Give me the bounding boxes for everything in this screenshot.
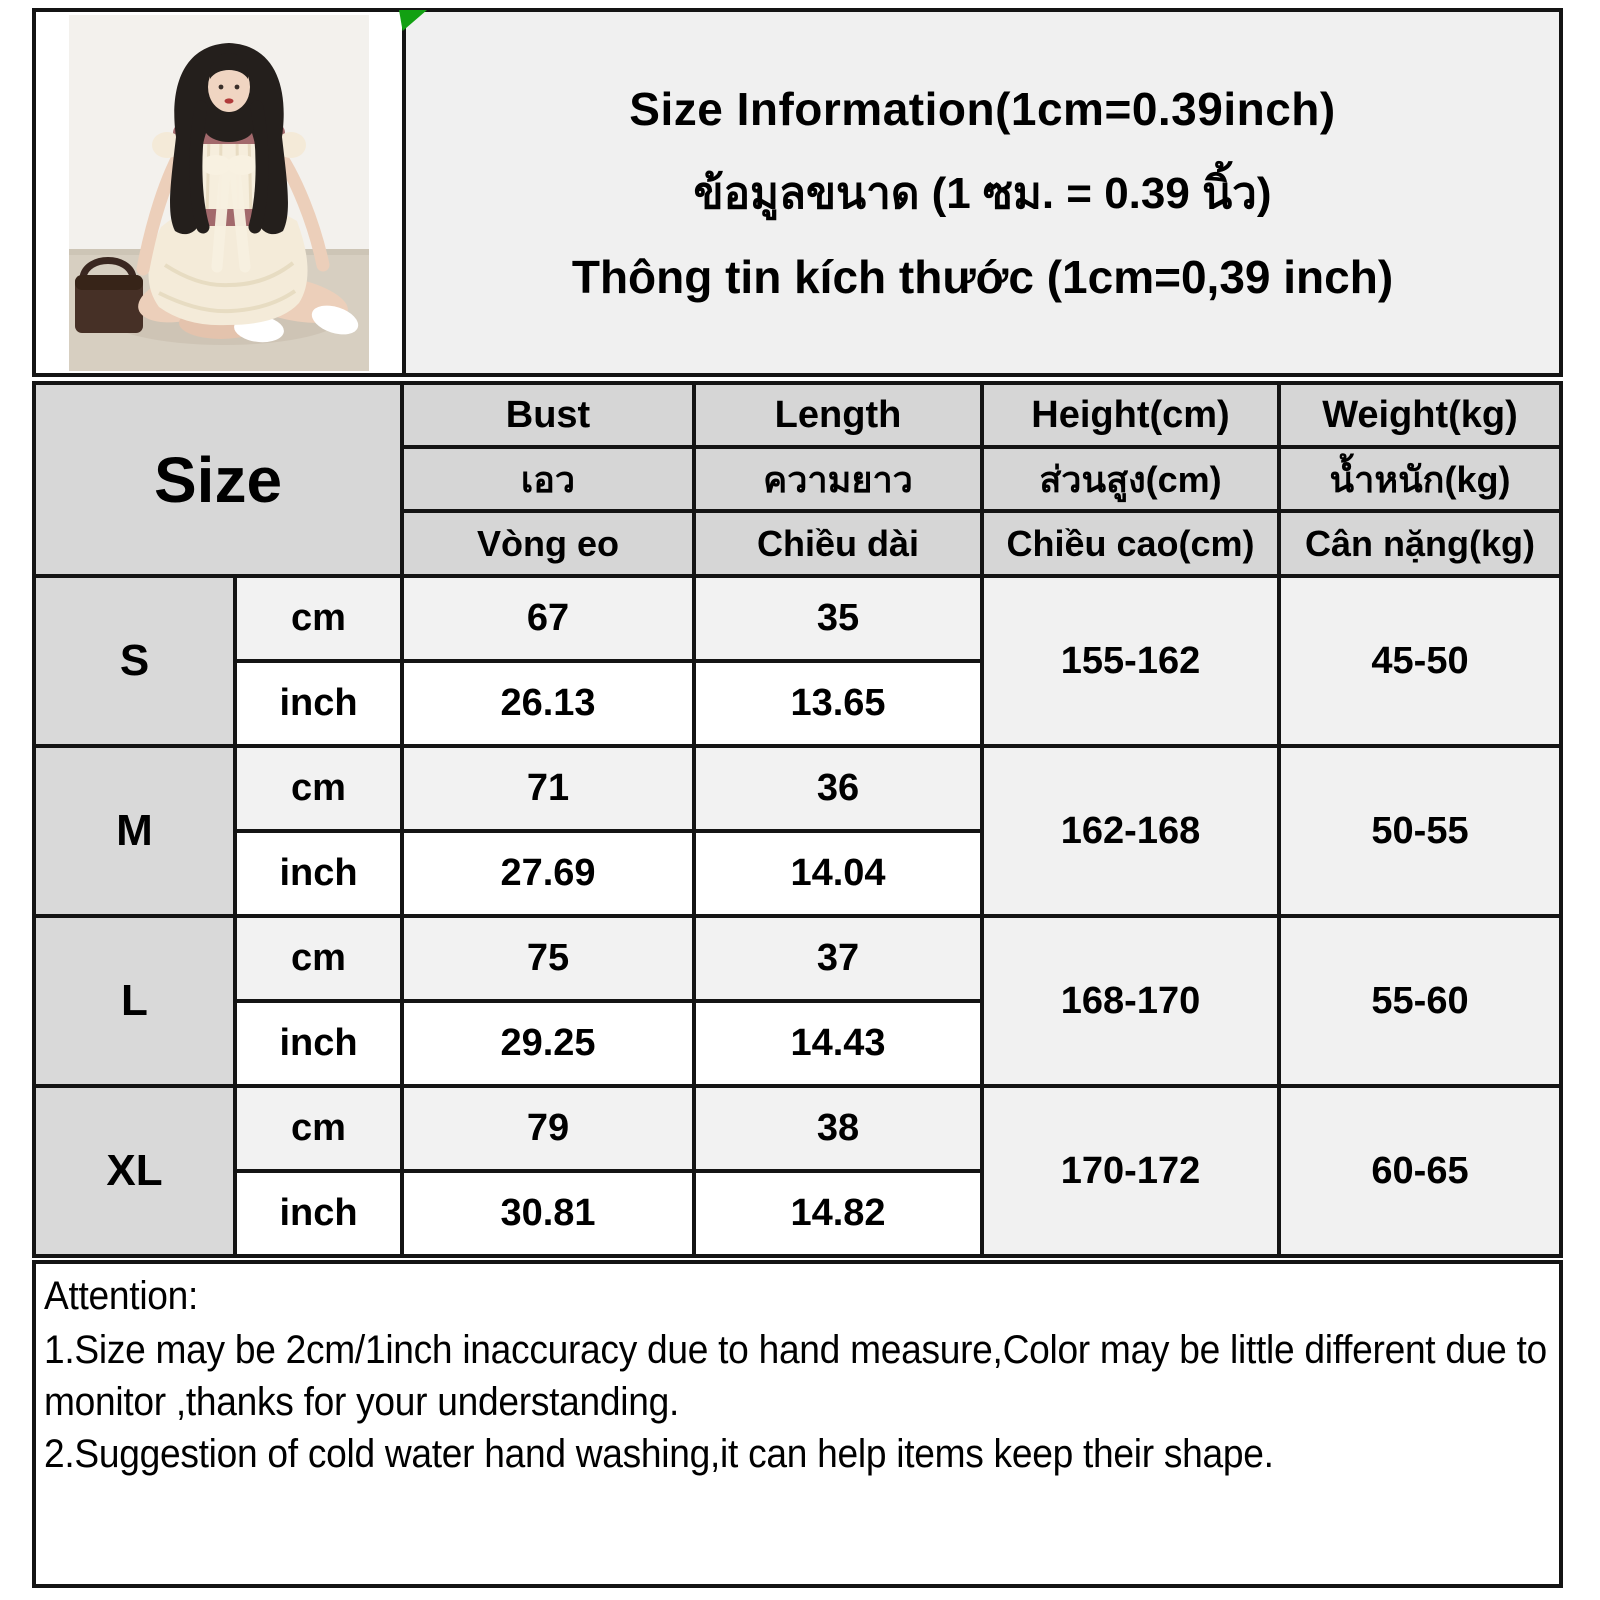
header-bust-en: Bust: [404, 385, 692, 445]
row-l-unit-inch: inch: [237, 1003, 400, 1084]
row-l-height: 168-170: [984, 918, 1277, 1084]
row-l-weight: 55-60: [1281, 918, 1559, 1084]
row-l-unit-cm: cm: [237, 918, 400, 999]
row-xl-bust-cm: 79: [404, 1088, 692, 1169]
row-s-length-cm: 35: [696, 578, 980, 659]
row-xl-height: 170-172: [984, 1088, 1277, 1254]
title-vietnamese: Thông tin kích thước (1cm=0,39 inch): [571, 250, 1394, 303]
row-xl-label: XL: [36, 1088, 233, 1254]
row-m-label: M: [36, 748, 233, 914]
attention-heading: Attention:: [44, 1274, 199, 1318]
row-l-bust-cm: 75: [404, 918, 692, 999]
row-l-length-inch: 14.43: [696, 1003, 980, 1084]
row-s-bust-inch: 26.13: [404, 663, 692, 744]
row-xl-weight: 60-65: [1281, 1088, 1559, 1254]
row-xl-bust-inch: 30.81: [404, 1173, 692, 1254]
header-length-vi: Chiều dài: [696, 513, 980, 574]
product-photo: [36, 12, 406, 373]
header-weight-th: น้ำหนัก(kg): [1281, 449, 1559, 509]
row-m-bust-cm: 71: [404, 748, 692, 829]
row-m-weight: 50-55: [1281, 748, 1559, 914]
attention-text: [44, 1270, 1557, 1480]
row-s-label: S: [36, 578, 233, 744]
row-s-unit-cm: cm: [237, 578, 400, 659]
header-weight-en: Weight(kg): [1281, 385, 1559, 445]
row-xl-unit-inch: inch: [237, 1173, 400, 1254]
row-s-length-inch: 13.65: [696, 663, 980, 744]
row-m-length-inch: 14.04: [696, 833, 980, 914]
header-height-en: Height(cm): [984, 385, 1277, 445]
row-l-length-cm: 37: [696, 918, 980, 999]
row-xl-length-cm: 38: [696, 1088, 980, 1169]
row-m-bust-inch: 27.69: [404, 833, 692, 914]
header-weight-vi: Cân nặng(kg): [1281, 513, 1559, 574]
row-m-length-cm: 36: [696, 748, 980, 829]
title-thai: ข้อมูลขนาด (1 ซม. = 0.39 นิ้ว): [693, 168, 1272, 218]
attention-note-2: 2.Suggestion of cold water hand washing,it can help items keep their shape.: [44, 1432, 1274, 1476]
row-s-bust-cm: 67: [404, 578, 692, 659]
row-m-unit-cm: cm: [237, 748, 400, 829]
row-l-bust-inch: 29.25: [404, 1003, 692, 1084]
row-m-height: 162-168: [984, 748, 1277, 914]
title-block: [406, 12, 1559, 373]
header-height-vi: Chiều cao(cm): [984, 513, 1277, 574]
row-l-label: L: [36, 918, 233, 1084]
row-m-unit-inch: inch: [237, 833, 400, 914]
size-table: [32, 381, 1563, 1258]
header-length-en: Length: [696, 385, 980, 445]
top-section: [32, 8, 1563, 377]
row-xl-length-inch: 14.82: [696, 1173, 980, 1254]
title-english: Size Information(1cm=0.39inch): [629, 82, 1336, 135]
model-photo-illustration: [69, 15, 369, 371]
row-s-unit-inch: inch: [237, 663, 400, 744]
header-length-th: ความยาว: [696, 449, 980, 509]
row-s-weight: 45-50: [1281, 578, 1559, 744]
header-height-th: ส่วนสูง(cm): [984, 449, 1277, 509]
header-bust-th: เอว: [404, 449, 692, 509]
row-s-height: 155-162: [984, 578, 1277, 744]
attention-note-1: 1.Size may be 2cm/1inch inaccuracy due to hand measure,Color may be little different due to monitor ,thanks for your understanding.: [44, 1328, 1547, 1424]
attention-box: [32, 1260, 1563, 1588]
header-bust-vi: Vòng eo: [404, 513, 692, 574]
header-size: Size: [36, 385, 400, 574]
row-xl-unit-cm: cm: [237, 1088, 400, 1169]
